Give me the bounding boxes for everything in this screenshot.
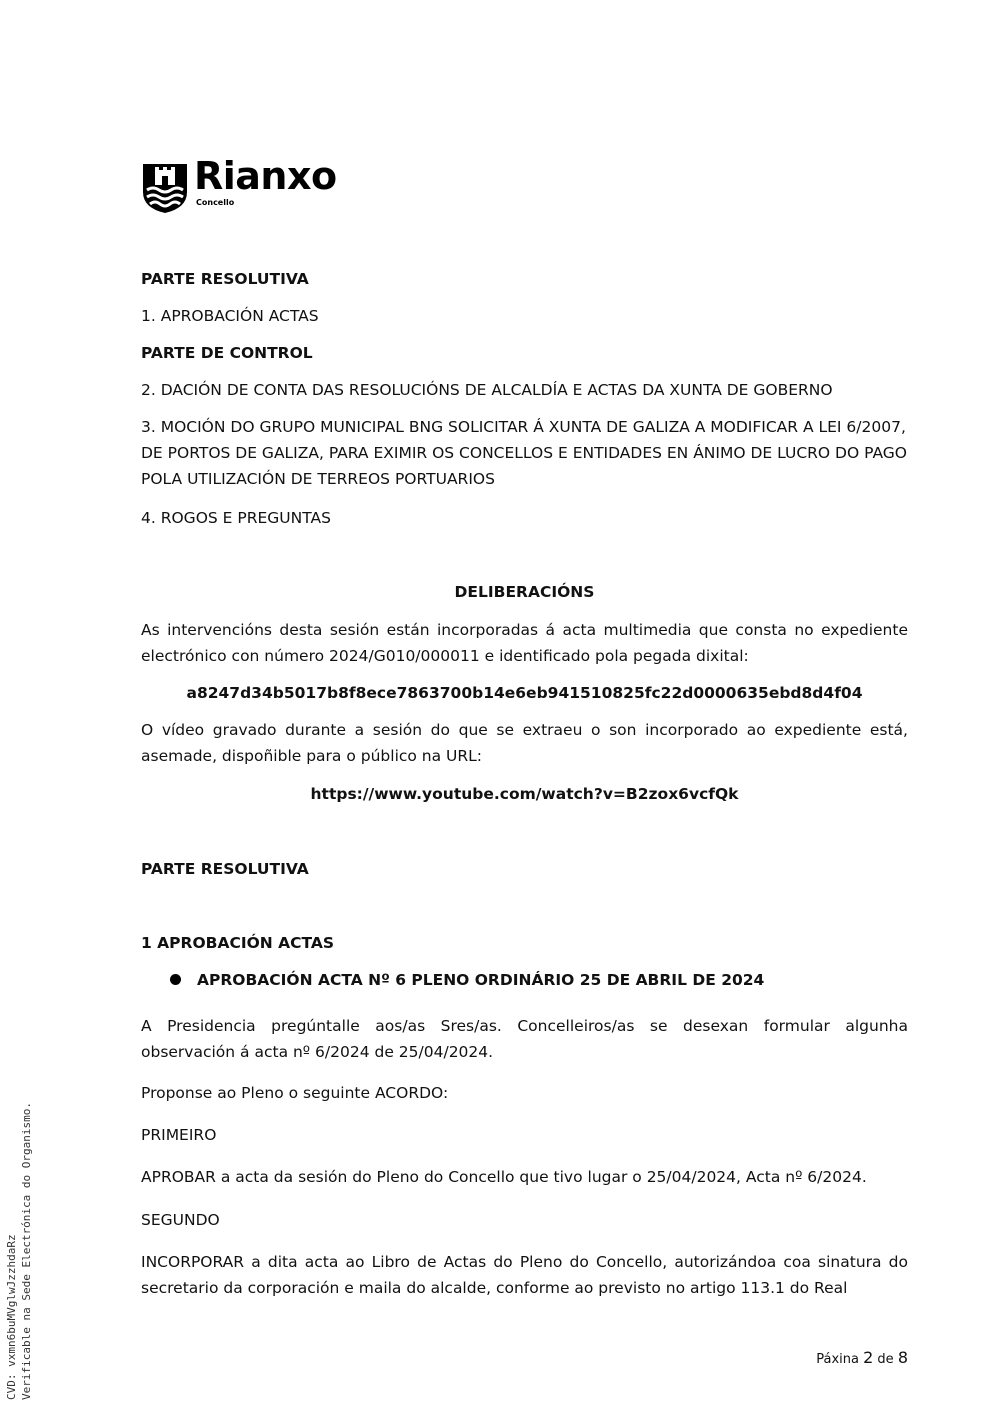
video-url-link[interactable]: https://www.youtube.com/watch?v=B2zox6vcfQk bbox=[310, 785, 739, 803]
paragraph-segundo: SEGUNDO bbox=[141, 1211, 220, 1229]
page-number bbox=[816, 1348, 908, 1367]
heading-parte-resolutiva-2: PARTE RESOLUTIVA bbox=[141, 860, 309, 878]
agenda-item-3: 3. MOCIÓN DO GRUPO MUNICIPAL BNG SOLICITAR Á XUNTA DE GALIZA A MODIFICAR A LEI 6/2007, DE PORTOS DE GALIZA, PARA EXIMIR OS CONCELLOS E ENTIDADES EN ÁNIMO DE LUCRO DO PAGO POLA UTILIZACIÓN DE TERREOS PORTUARIOS bbox=[141, 418, 908, 488]
verification-note: Verificable na Sede Electrónica do Organismo. bbox=[20, 1101, 33, 1400]
paragraph-aprobar: APROBAR a acta da sesión do Pleno do Concello que tivo lugar o 25/04/2024, Acta nº 6/2024. bbox=[141, 1168, 867, 1186]
page-label: Páxina bbox=[816, 1352, 859, 1367]
rianxo-logo bbox=[141, 154, 351, 216]
digital-fingerprint: a8247d34b5017b8f8ece7863700b14e6eb941510825fc22d0000635ebd8d4f04 bbox=[186, 684, 863, 702]
agenda-item-2: 2. DACIÓN DE CONTA DAS RESOLUCIÓNS DE ALCALDÍA E ACTAS DA XUNTA DE GOBERNO bbox=[141, 381, 833, 399]
bullet-icon bbox=[170, 974, 181, 985]
bullet-acta-6-text: APROBACIÓN ACTA Nº 6 PLENO ORDINÁRIO 25 DE ABRIL DE 2024 bbox=[197, 971, 765, 989]
paragraph-proponse: Proponse ao Pleno o seguinte ACORDO: bbox=[141, 1084, 449, 1102]
heading-parte-resolutiva: PARTE RESOLUTIVA bbox=[141, 270, 309, 288]
section-aprobacion-actas: 1 APROBACIÓN ACTAS bbox=[141, 934, 335, 952]
page-of: de bbox=[877, 1352, 894, 1367]
verification-code: CVD: vxmn6buMVglwJzzhdaRz bbox=[5, 1234, 18, 1400]
rianxo-crest-icon bbox=[141, 162, 189, 214]
deliberations-intro: As intervencións desta sesión están incorporadas á acta multimedia que consta no expediente electrónico con número 2024/G010/000011 e identificado pola pegada dixital: bbox=[141, 621, 908, 665]
paragraph-primeiro: PRIMEIRO bbox=[141, 1126, 217, 1144]
page-total: 8 bbox=[897, 1348, 908, 1367]
paragraph-presidencia: A Presidencia pregúntalle aos/as Sres/as. Concelleiros/as se desexan formular algunha observación á acta nº 6/2024 de 25/04/2024. bbox=[141, 1017, 908, 1061]
page-current: 2 bbox=[863, 1348, 874, 1367]
heading-parte-control: PARTE DE CONTROL bbox=[141, 344, 313, 362]
logo-text: Rianxo bbox=[194, 154, 337, 198]
logo-subtext: Concello bbox=[196, 198, 235, 207]
agenda-item-1: 1. APROBACIÓN ACTAS bbox=[141, 307, 319, 325]
video-text: O vídeo gravado durante a sesión do que se extraeu o son incorporado ao expediente está, asemade, dispoñible para o público na URL: bbox=[141, 721, 908, 765]
verification-side-text bbox=[4, 1102, 34, 1400]
bullet-acta-6 bbox=[170, 967, 890, 993]
agenda-item-4: 4. ROGOS E PREGUNTAS bbox=[141, 509, 331, 527]
deliberations-title: DELIBERACIÓNS bbox=[454, 583, 595, 601]
paragraph-incorporar: INCORPORAR a dita acta ao Libro de Actas do Pleno do Concello, autorizándoa coa sinatura do secretario da corporación e maila do alcalde, conforme ao previsto no artigo 113.1 do Real bbox=[141, 1253, 908, 1297]
